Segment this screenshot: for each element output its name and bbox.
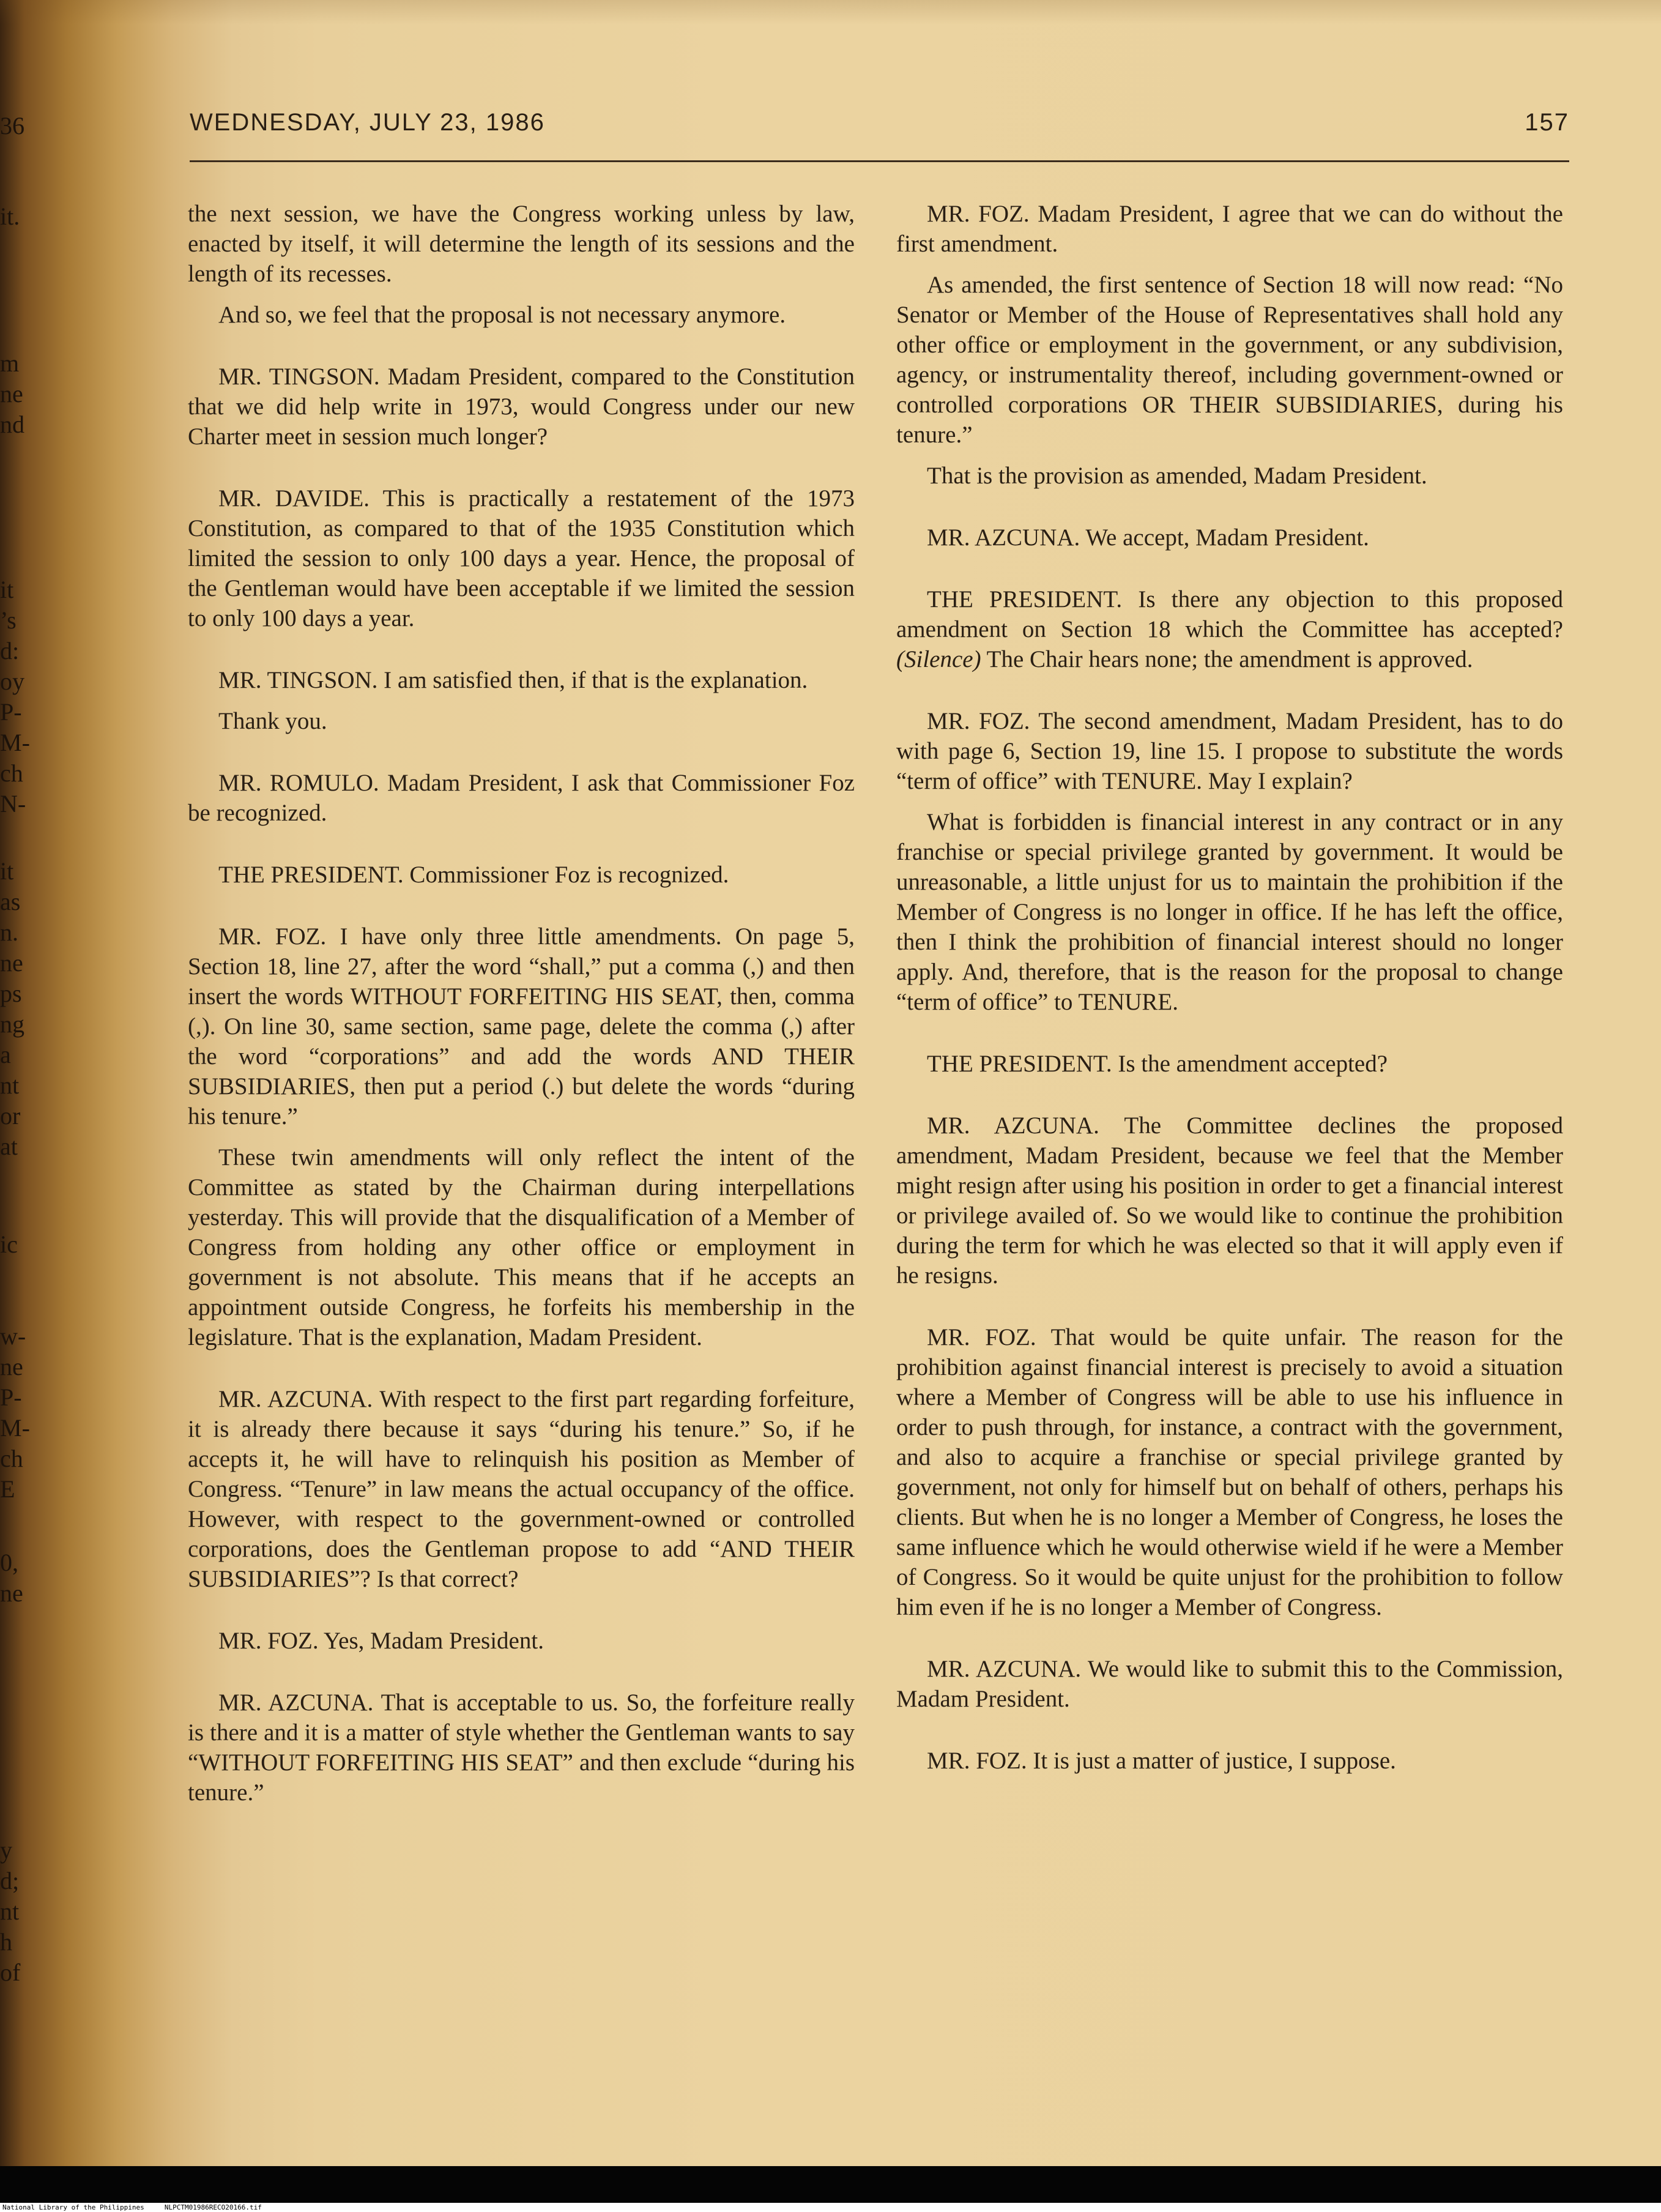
paragraph: MR. FOZ. That would be quite unfair. The reason for the prohibition against financial interest is precisely to avoid a situation where a Member of Congress will be able to use his influence in order to push through, for instance, a contract with the government, and also to acquire a franchise or special privilege granted by government, not only for himself but on behalf of others, perhaps his clients. But when he is no longer a Member of Congress, he loses the same influence which he would otherwise wield if he were a Member of Congress. So it would be quite unjust for the prohibition to follow him even if he is no longer a Member of Congress. (896, 1324, 1563, 1620)
margin-fragment: as (0, 888, 21, 915)
header-date: WEDNESDAY, JULY 23, 1986 (190, 109, 545, 136)
page-number: 157 (1525, 109, 1569, 136)
paragraph: MR. DAVIDE. This is practically a restatement of the 1973 Constitution, as compared to that of the 1935 Constitution which limited the session to only 100 days a year. Hence, the proposal of the Gentleman would have been acceptable if we limited the session to only 100 days a year. (188, 485, 855, 631)
margin-fragment: a (0, 1041, 11, 1068)
paragraph: MR. AZCUNA. That is acceptable to us. So, the forfeiture really is there and it is a matter of style whether the Gentleman wants to say “WITHOUT FORFEITING HIS SEAT” and then exclude “during his tenure.” (188, 1689, 855, 1806)
running-header (190, 109, 1569, 146)
paragraph: MR. AZCUNA. We accept, Madam President. (927, 524, 1369, 551)
margin-fragment: P- (0, 698, 22, 726)
margin-fragment: E (0, 1475, 15, 1503)
margin-fragment: ps (0, 980, 22, 1007)
paragraph: MR. TINGSON. Madam President, compared to the Constitution that we did help write in 1973, would Congress under our new Charter meet in session much longer? (188, 363, 855, 450)
margin-fragment: 0, (0, 1549, 18, 1576)
margin-fragment: of (0, 1959, 21, 1986)
margin-fragment: m (0, 349, 20, 377)
scan-bottom-edge (0, 2166, 1661, 2203)
paragraph: MR. AZCUNA. We would like to submit this to the Commission, Madam President. (896, 1656, 1563, 1712)
paragraph: MR. AZCUNA. With respect to the first part regarding forfeiture, it is already there because it says “during his tenure.” So, if he accepts it, he will have to relinquish his position as Member of Congress. “Tenure” in law means the actual occupancy of the office. However, with respect to the government-owned or controlled corporations, does the Gentleman propose to add “AND THEIR SUBSIDIARIES”? Is that correct? (188, 1386, 855, 1592)
margin-fragment: ne (0, 380, 23, 408)
paragraph: MR. FOZ. I have only three little amendments. On page 5, Section 18, line 27, after the word “shall,” put a comma (,) and then insert the words WITHOUT FORFEITING HIS SEAT, then, comma (,). On line 30, same section, same page, delete the comma (,) after the word “corporations” and add the words AND THEIR SUBSIDIARIES, then put a period (.) but delete the words “during his tenure.” (188, 923, 855, 1130)
paragraph: And so, we feel that the proposal is not necessary anymore. (218, 302, 786, 328)
paragraph: These twin amendments will only reflect the intent of the Committee as stated by the Chairman during interpellations yesterday. This will provide that the disqualification of a Member of Congress from holding any other office or employment in government is not absolute. This means that if he accepts an appointment outside Congress, he forfeits his membership in the legislature. That is the explanation, Madam President. (188, 1144, 855, 1350)
paragraph: MR. AZCUNA. The Committee declines the proposed amendment, Madam President, because we feel that the Member might resign after using his position in order to get a financial interest or privilege availed of. So we would like to continue the prohibition during the term for which he was elected so that it will apply even if he resigns. (896, 1112, 1563, 1289)
margin-fragment: or (0, 1102, 21, 1130)
margin-fragment: nd (0, 411, 24, 438)
margin-fragment: ne (0, 949, 23, 977)
margin-fragment: d; (0, 1867, 20, 1894)
margin-fragment: ch (0, 1445, 23, 1472)
margin-fragment: N- (0, 790, 26, 817)
margin-fragment: M- (0, 1414, 30, 1442)
margin-fragment: n. (0, 918, 18, 946)
left-column (188, 199, 855, 1808)
margin-fragment: 36 (0, 112, 24, 140)
paragraph-text: The Chair hears none; the amendment is approved. (981, 646, 1473, 672)
paragraph: As amended, the first sentence of Section 18 will now read: “No Senator or Member of the House of Representatives shall hold any other office or employment in the government, or any subdivision, agency, or instrumentality thereof, including government-owned or controlled corporations OR THEIR SUBSIDIARIES, during his tenure.” (896, 272, 1563, 448)
header-rule (190, 160, 1569, 162)
margin-fragment: ne (0, 1579, 23, 1607)
margin-fragment: w- (0, 1322, 26, 1350)
margin-fragment: ch (0, 759, 23, 787)
paragraph: Thank you. (218, 708, 327, 734)
page-top-shade (0, 0, 1661, 24)
paragraph-text: THE PRESIDENT. Is there any objection to this proposed amendment on Section 18 which the Committee has accepted? (896, 586, 1563, 642)
paragraph: What is forbidden is financial interest in any contract or in any franchise or special privilege granted by government. It would be unreasonable, a little unjust for us to maintain the prohibition if the Member of Congress is no longer in office. If he has left the office, then I think the prohibition of financial interest should no longer apply. And, therefore, that is the reason for the proposal to change “term of office” to TENURE. (896, 809, 1563, 1015)
margin-fragment: M- (0, 729, 30, 756)
margin-fragment: it. (0, 203, 20, 230)
paragraph: the next session, we have the Congress working unless by law, enacted by itself, it will determine the length of its sessions and the length of its recesses. (188, 201, 855, 287)
margin-fragment: d: (0, 637, 20, 665)
right-column (896, 199, 1563, 1776)
margin-fragment: ng (0, 1010, 24, 1038)
paragraph: THE PRESIDENT. Commissioner Foz is recognized. (218, 862, 729, 888)
margin-fragment: ’s (0, 606, 17, 634)
margin-fragment: ic (0, 1231, 18, 1258)
margin-fragment: P- (0, 1383, 22, 1411)
paragraph: MR. FOZ. The second amendment, Madam President, has to do with page 6, Section 19, line 15. I propose to substitute the words “term of office” with TENURE. May I explain? (896, 708, 1563, 794)
stage-direction: (Silence) (896, 646, 981, 672)
paragraph: MR. FOZ. Yes, Madam President. (218, 1628, 544, 1654)
margin-fragment: h (0, 1928, 12, 1956)
paragraph: MR. ROMULO. Madam President, I ask that Commissioner Foz be recognized. (188, 770, 855, 826)
margin-fragment: nt (0, 1897, 20, 1925)
paragraph: MR. TINGSON. I am satisfied then, if that is the explanation. (218, 667, 808, 693)
paragraph: MR. FOZ. It is just a matter of justice, I suppose. (927, 1748, 1396, 1774)
margin-fragment: oy (0, 668, 24, 695)
paragraph: MR. FOZ. Madam President, I agree that we can do without the first amendment. (896, 201, 1563, 257)
scan-caption: National Library of the Philippines NLPCTM01986RECO20166.tif (0, 2203, 1661, 2212)
margin-fragment: nt (0, 1071, 20, 1099)
paragraph: THE PRESIDENT. Is the amendment accepted? (927, 1051, 1388, 1077)
margin-fragment: it (0, 576, 14, 603)
margin-fragment: ne (0, 1353, 23, 1380)
margin-fragment: at (0, 1133, 18, 1160)
paragraph: That is the provision as amended, Madam President. (927, 463, 1427, 489)
paragraph (896, 584, 1563, 674)
margin-fragment: y (0, 1836, 12, 1864)
margin-fragment: it (0, 857, 14, 885)
